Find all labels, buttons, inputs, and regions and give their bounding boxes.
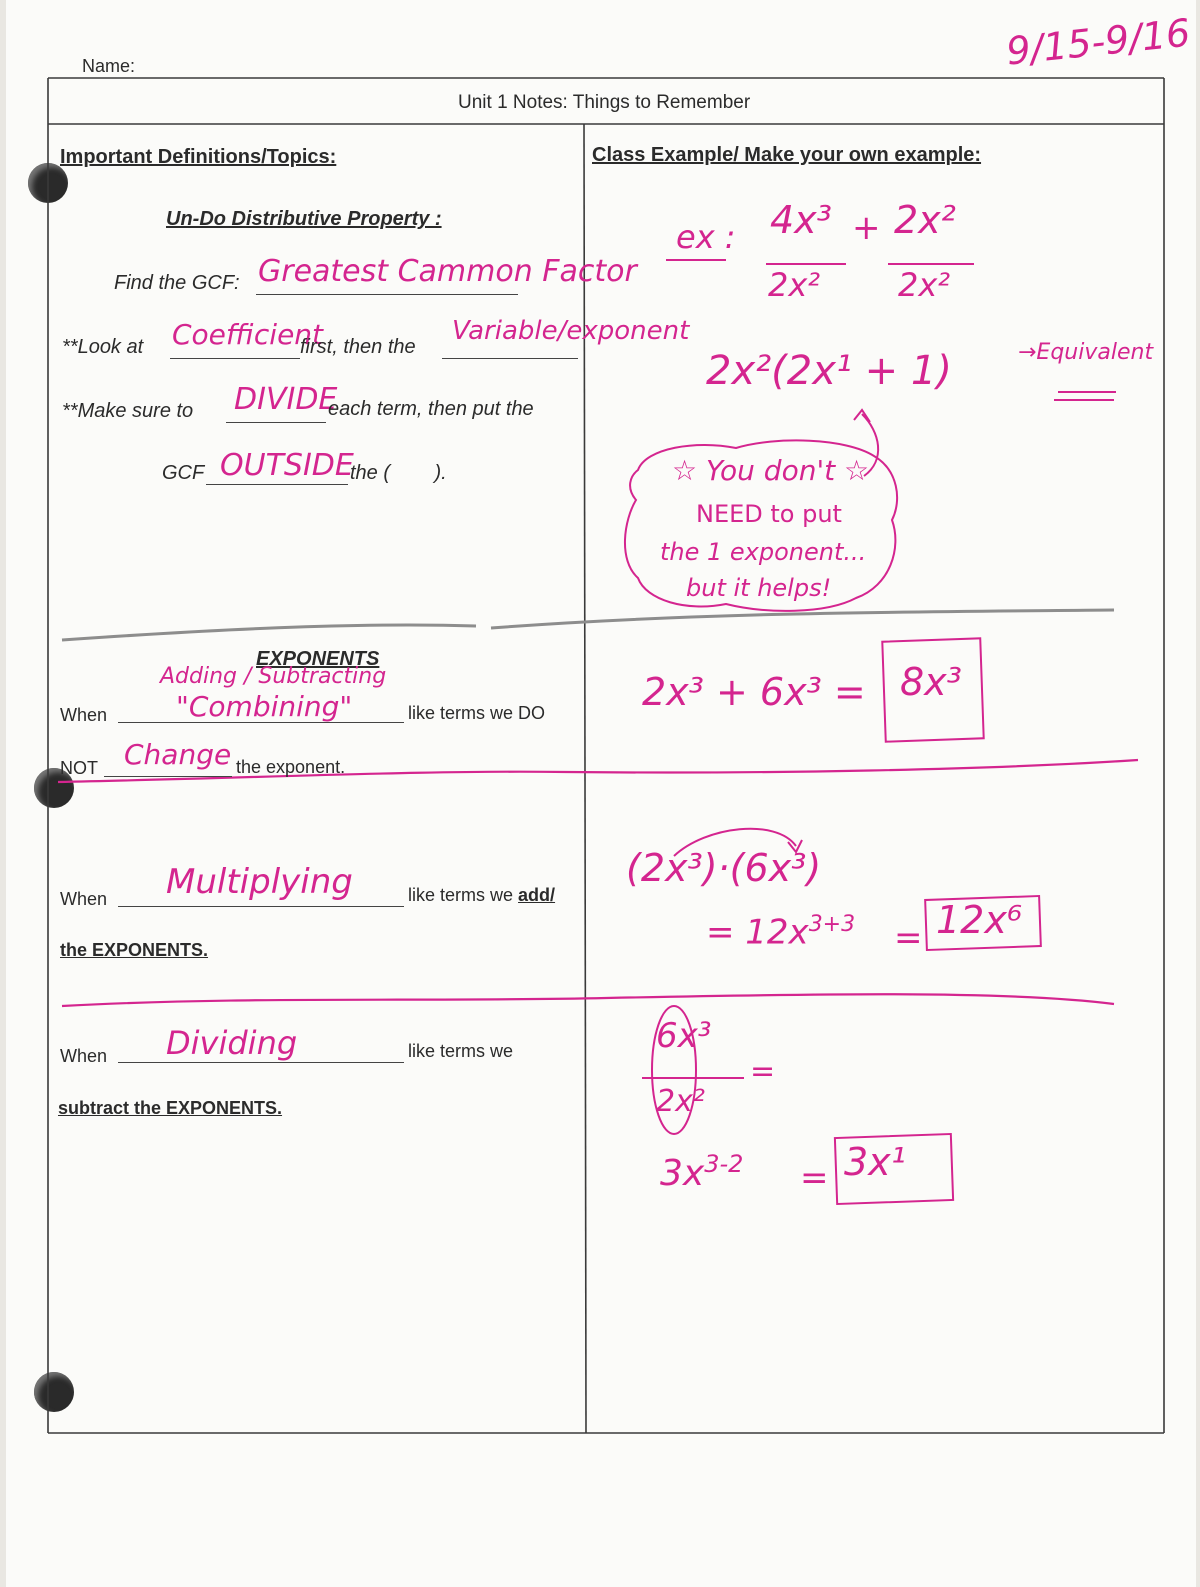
look-at-middle: first, then the: [300, 336, 416, 358]
mult-example-result: 12x⁶: [936, 898, 1023, 942]
div-example-equals: =: [750, 1054, 776, 1089]
mult-example-step: [706, 912, 855, 952]
gcf-prefix: GCF: [162, 462, 205, 484]
add-answer: "Combining": [176, 690, 353, 723]
make-sure-blank: [226, 422, 326, 423]
add-suffix: like terms we DO: [408, 703, 546, 723]
example-denominator-1: 2x²: [768, 266, 821, 304]
not-answer: Change: [124, 738, 232, 771]
add-when-label: When: [60, 705, 108, 725]
mult-suffix-plain: like terms we: [408, 885, 514, 905]
gcf-answer: OUTSIDE: [220, 448, 354, 483]
example-numerator-2: 2x²: [894, 198, 956, 242]
mult-example-expression: (2x³)·(6x³): [626, 846, 822, 890]
mult-when-label: When: [60, 889, 108, 909]
equivalent-note: →Equivalent: [1018, 340, 1154, 365]
mult-answer: Multiplying: [166, 862, 353, 902]
mult-step-exponent: 3+3: [808, 912, 856, 937]
div-example-equals-2: =: [800, 1158, 829, 1198]
div-example-denominator: 2x²: [656, 1084, 705, 1119]
not-label: NOT: [60, 758, 98, 778]
right-column-heading: Class Example/ Make your own example:: [592, 144, 982, 166]
name-label: Name:: [82, 56, 136, 76]
exponents-heading: EXPONENTS: [256, 648, 380, 670]
div-when-label: When: [60, 1046, 108, 1066]
date-note: 9/15-9/16: [1004, 10, 1193, 74]
undo-distributive-heading: Un-Do Distributive Property :: [166, 208, 442, 230]
look-at-blank: [170, 358, 300, 359]
find-gcf-answer: Greatest Cammon Factor: [258, 254, 637, 289]
left-column-heading: Important Definitions/Topics:: [60, 146, 337, 168]
div-step-exponent: 3-2: [704, 1150, 744, 1178]
gcf-blank: [206, 484, 348, 485]
mult-example-equals: =: [894, 918, 923, 958]
div-example-result: 3x¹: [844, 1140, 906, 1184]
example-plus: +: [852, 208, 881, 248]
div-answer: Dividing: [166, 1024, 298, 1062]
not-blank: [104, 776, 232, 777]
mult-step-base: = 12x: [706, 912, 809, 953]
not-suffix: the exponent.: [236, 757, 346, 777]
mult-line-2: the EXPONENTS.: [60, 940, 209, 960]
add-answer-top: Adding / Subtracting: [160, 664, 387, 689]
example-numerator-1: 4x³: [770, 198, 832, 242]
example-denominator-2: 2x²: [898, 266, 951, 304]
div-example-step: [660, 1150, 743, 1194]
div-blank: [118, 1062, 404, 1063]
page-title: Unit 1 Notes: Things to Remember: [458, 92, 751, 113]
cloud-note-line-2: NEED to put: [696, 500, 842, 528]
cloud-note-line-4: but it helps!: [686, 574, 832, 602]
notes-grid-lines: [6, 0, 1196, 1587]
mult-suffix-add: add/: [518, 885, 556, 905]
look-at-answer: Coefficient: [172, 318, 324, 351]
find-gcf-blank: [256, 294, 518, 295]
notes-sheet: [6, 0, 1196, 1587]
div-line-2: subtract the EXPONENTS.: [58, 1098, 283, 1118]
make-sure-prefix: **Make sure to: [62, 400, 194, 422]
make-sure-answer: DIVIDE: [234, 382, 338, 417]
add-example-result: 8x³: [900, 660, 962, 704]
mult-suffix: [408, 885, 555, 906]
cloud-note-line-3: the 1 exponent...: [660, 538, 867, 566]
div-example-numerator: 6x³: [656, 1016, 712, 1056]
div-suffix: like terms we: [408, 1041, 514, 1061]
look-at-prefix: **Look at: [62, 336, 144, 358]
factored-expression: 2x²(2x¹ + 1): [706, 348, 952, 394]
add-example-expression: 2x³ + 6x³ =: [642, 670, 866, 714]
cloud-note-line-1: ☆ You don't ☆: [672, 454, 870, 487]
look-at-answer-2: Variable/exponent: [452, 316, 690, 346]
find-gcf-label: Find the GCF:: [114, 272, 240, 294]
example-label: ex :: [676, 218, 736, 256]
gcf-suffix: the ( ).: [350, 462, 447, 484]
make-sure-suffix: each term, then put the: [328, 398, 534, 420]
mult-blank: [118, 906, 404, 907]
div-step-base: 3x: [660, 1153, 705, 1194]
look-at-blank-2: [442, 358, 578, 359]
